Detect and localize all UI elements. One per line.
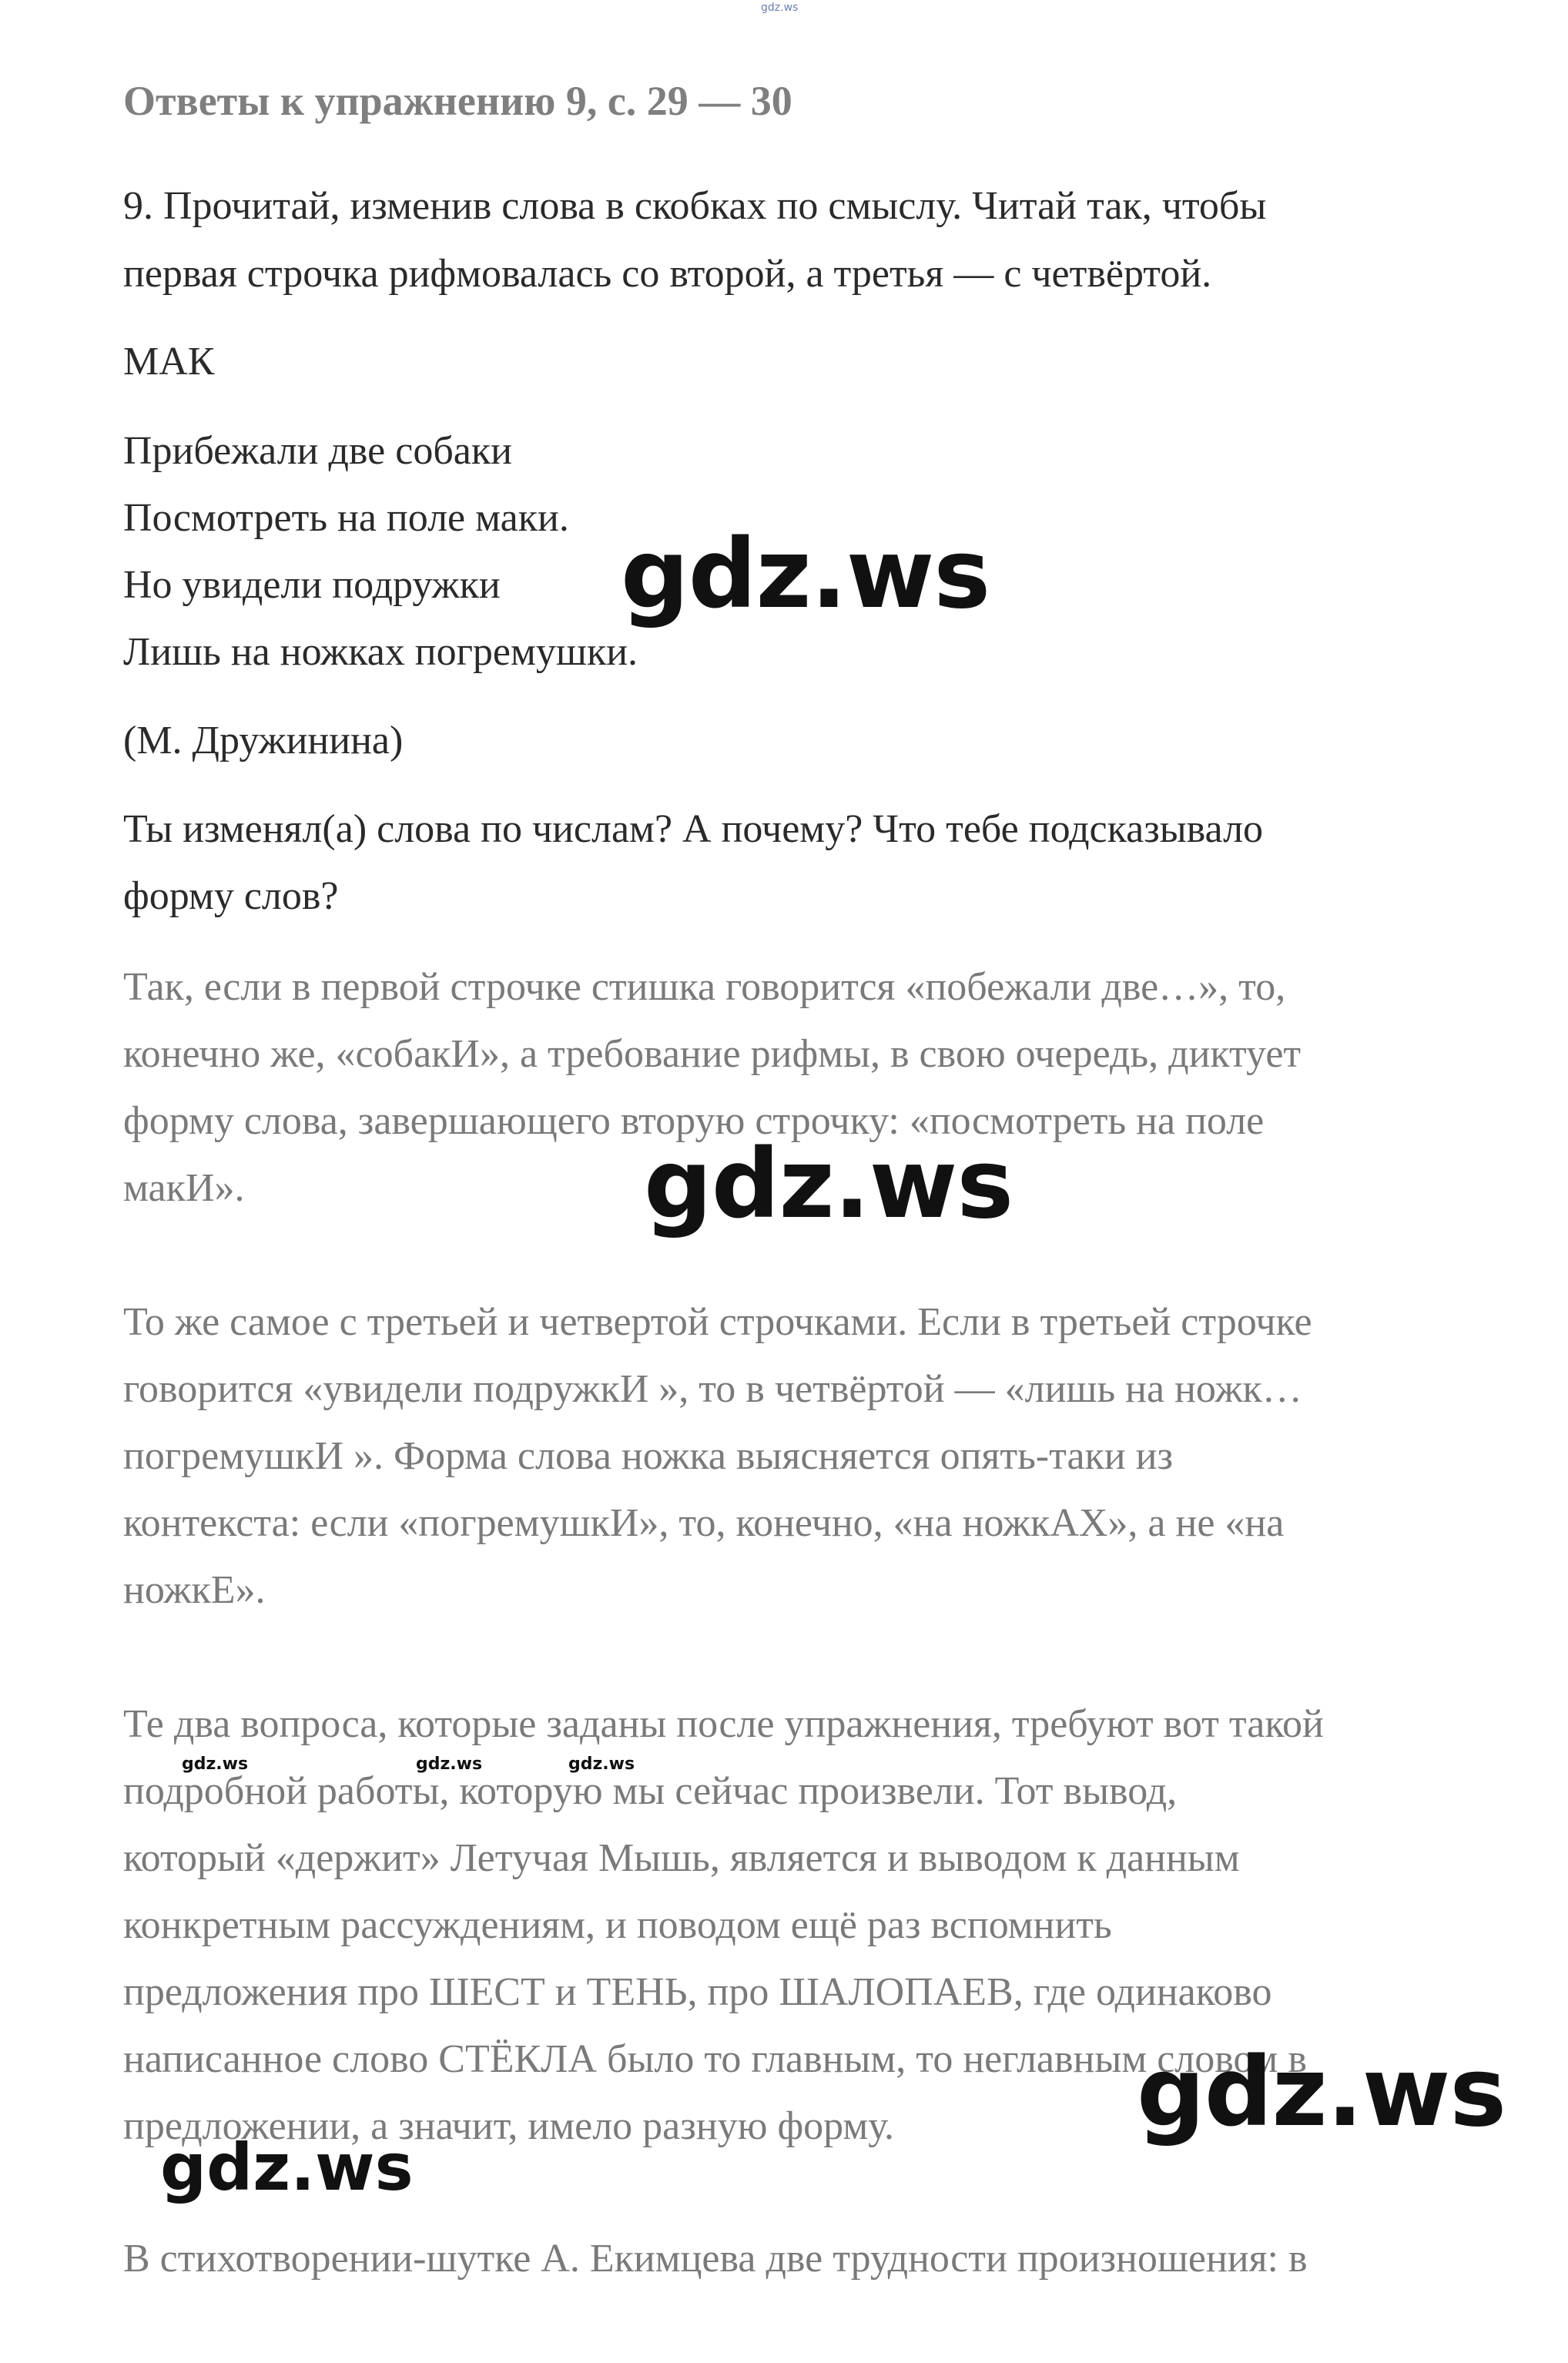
poem-line: Прибежали две собаки <box>123 429 512 473</box>
poem-line: Посмотреть на поле маки. <box>123 496 569 540</box>
answer-line: погремушкИ ». Форма слова ножка выясняется опять-таки из <box>123 1434 1173 1478</box>
watermark-small: gdz.ws <box>568 1755 635 1774</box>
answer-line: написанное слово СТЁКЛА было то главным, то неглавным словом в <box>123 2037 1307 2081</box>
answer-line: контекста: если «погремушкИ», то, конечно, «на ножкАХ», а не «на <box>123 1501 1285 1545</box>
poem-line: Но увидели подружки <box>123 563 501 607</box>
top-watermark: gdz.ws <box>761 2 799 14</box>
watermark-small: gdz.ws <box>182 1755 249 1774</box>
poem-title: МАК <box>123 340 215 384</box>
question-line: Ты изменял(а) слова по числам? А почему? Что тебе подсказывало <box>123 807 1264 851</box>
question-line: форму слов? <box>123 874 339 918</box>
answer-line: говорится «увидели подружкИ », то в четвёртой — «лишь на ножк… <box>123 1367 1302 1411</box>
answer-line: предложении, а значит, имело разную форму. <box>123 2104 895 2148</box>
task-line: 9. Прочитай, изменив слова в скобках по смыслу. Читай так, чтобы <box>123 184 1267 228</box>
answer-line: форму слова, завершающего вторую строчку: «посмотреть на поле <box>123 1099 1265 1143</box>
answer-line: который «держит» Летучая Мышь, является и выводом к данным <box>123 1836 1240 1880</box>
answer-line: конкретным рассуждениям, и поводом ещё раз вспомнить <box>123 1903 1112 1947</box>
answer-line: То же самое с третьей и четвертой строчками. Если в третьей строчке <box>123 1300 1312 1344</box>
poem-author: (М. Дружинина) <box>123 719 404 763</box>
answer-line: В стихотворении-шутке А. Екимцева две трудности произношения: в <box>123 2237 1308 2281</box>
watermark: gdz.ws <box>621 519 990 630</box>
poem-line: Лишь на ножках погремушки. <box>123 630 638 674</box>
answer-line: ножкЕ». <box>123 1568 266 1612</box>
answer-line: макИ». <box>123 1166 245 1210</box>
watermark: gdz.ws <box>1137 2037 1506 2148</box>
answer-line: Те два вопроса, которые заданы после упражнения, требуют вот такой <box>123 1702 1324 1746</box>
watermark-small: gdz.ws <box>416 1755 483 1774</box>
page-title: Ответы к упражнению 9, с. 29 — 30 <box>123 78 792 124</box>
watermark: gdz.ws <box>644 1129 1014 1240</box>
answer-line: конечно же, «собакИ», а требование рифмы, в свою очередь, диктует <box>123 1032 1302 1076</box>
answer-line: предложения про ШЕСТ и ТЕНЬ, про ШАЛОПАЕВ, где одинаково <box>123 1970 1272 2014</box>
answer-line: Так, если в первой строчке стишка говорится «побежали две…», то, <box>123 965 1286 1009</box>
task-line: первая строчка рифмовалась со второй, а третья — с четвёртой. <box>123 252 1212 296</box>
answer-line: подробной работы, которую мы сейчас произвели. Тот вывод, <box>123 1769 1178 1813</box>
watermark: gdz.ws <box>160 2130 414 2205</box>
